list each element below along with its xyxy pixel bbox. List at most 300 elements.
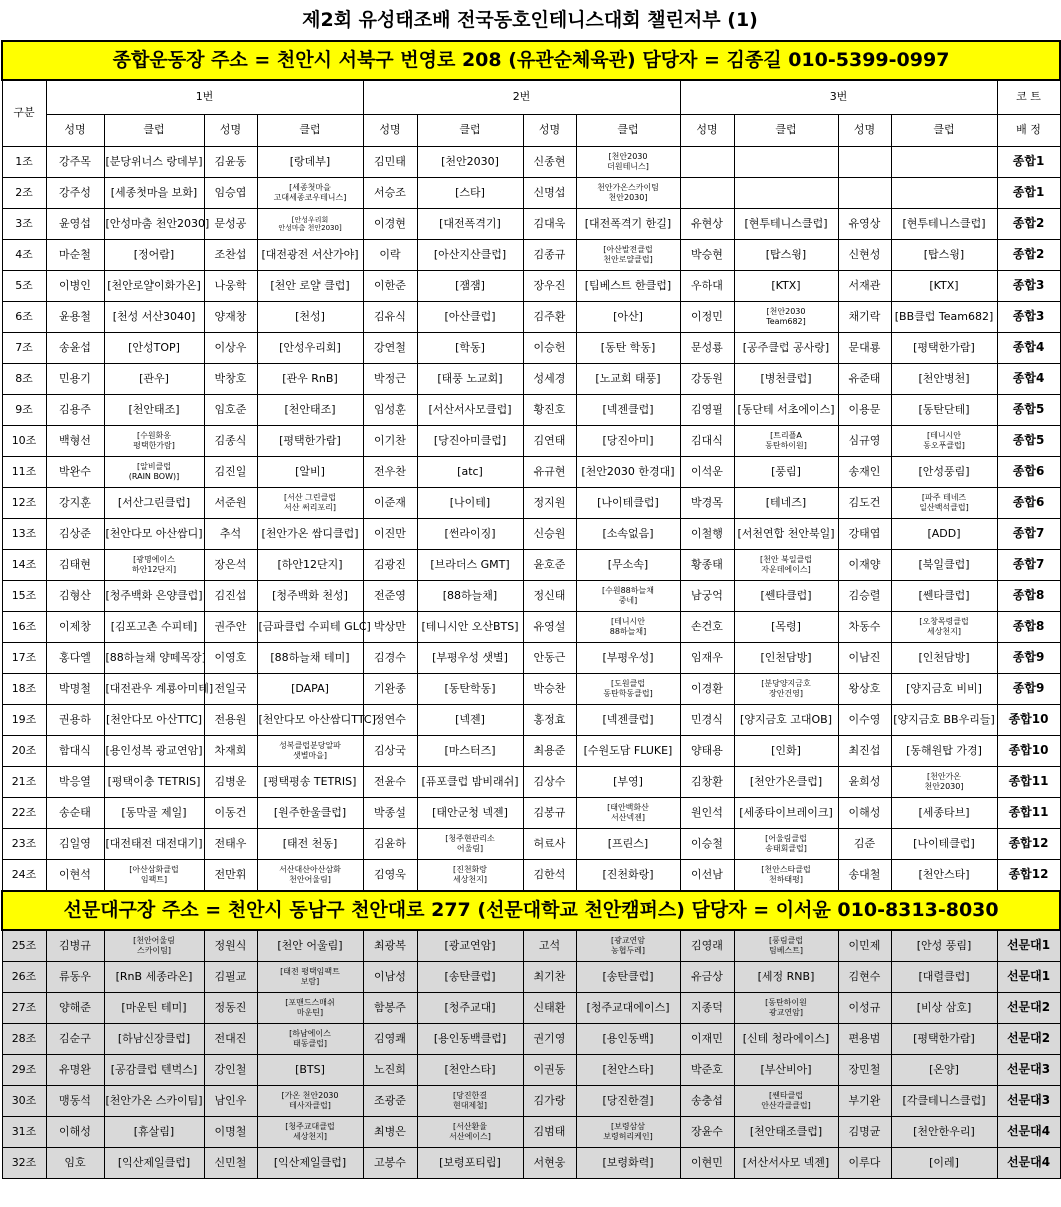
player-name: 이재민 xyxy=(680,1024,734,1055)
club-name: [보령화력] xyxy=(576,1148,680,1179)
club-name: [광교연암] xyxy=(417,930,523,962)
club-name: [양지금호 비비] xyxy=(891,674,997,705)
club-name: [세종타브] xyxy=(891,798,997,829)
player-name: 송순태 xyxy=(46,798,104,829)
group-label: 23조 xyxy=(2,829,46,860)
table-row xyxy=(2,178,1060,209)
club-name: [수원도담 FLUKE] xyxy=(576,736,680,767)
group-label: 5조 xyxy=(2,271,46,302)
player-name: 박정근 xyxy=(363,364,417,395)
club-name: [천안2030] xyxy=(417,147,523,178)
player-name: 함대식 xyxy=(46,736,104,767)
club-name: [당진아미클럽] xyxy=(417,426,523,457)
club-name: [KTX] xyxy=(734,271,838,302)
player-name xyxy=(838,147,891,178)
player-name: 장우진 xyxy=(523,271,576,302)
table-row xyxy=(2,962,1060,993)
club-name: [현투테니스클럽] xyxy=(891,209,997,240)
group-label: 2조 xyxy=(2,178,46,209)
club-name: [천안2030 Team682] xyxy=(734,302,838,333)
club-name: [아산지산클럽] xyxy=(417,240,523,271)
group-label: 21조 xyxy=(2,767,46,798)
court-assignment: 선문대4 xyxy=(997,1117,1060,1148)
club-name: [수원화옹 평택한가람] xyxy=(104,426,204,457)
club-name: [마스터즈] xyxy=(417,736,523,767)
player-name: 이성규 xyxy=(838,993,891,1024)
header-club: 클럽 xyxy=(891,115,997,147)
player-name: 서현웅 xyxy=(523,1148,576,1179)
club-name: [용인동백클럽] xyxy=(417,1024,523,1055)
club-name: [안성 풍림] xyxy=(891,930,997,962)
club-name: [천안태조] xyxy=(104,395,204,426)
table-row xyxy=(2,395,1060,426)
player-name: 김종규 xyxy=(523,240,576,271)
player-name: 남인우 xyxy=(204,1086,257,1117)
header-name: 성명 xyxy=(838,115,891,147)
player-name: 전용원 xyxy=(204,705,257,736)
club-name: [청주백화 천성] xyxy=(257,581,363,612)
player-name: 강태엽 xyxy=(838,519,891,550)
player-name: 윤영섭 xyxy=(46,209,104,240)
court-assignment: 종합1 xyxy=(997,147,1060,178)
club-name: [대전태전 대전대기] xyxy=(104,829,204,860)
club-name: [안성우리회] xyxy=(257,333,363,364)
player-name: 조광준 xyxy=(363,1086,417,1117)
player-name: 고봉수 xyxy=(363,1148,417,1179)
player-name: 원인석 xyxy=(680,798,734,829)
table-row xyxy=(2,860,1060,892)
venue-banner-general: 종합운동장 주소 = 천안시 서북구 번영로 208 (유관순체육관) 담당자 = 김종길 010-5399-0997 xyxy=(2,41,1060,80)
club-name: [용인성복 광교연암] xyxy=(104,736,204,767)
player-name: 김광진 xyxy=(363,550,417,581)
club-name: [서산 그린클럽 서산 써리포리] xyxy=(257,488,363,519)
club-name: [나이테클럽] xyxy=(891,829,997,860)
player-name: 이현석 xyxy=(46,860,104,892)
club-name: [보령포티립] xyxy=(417,1148,523,1179)
club-name: [천안어울림 스카이팀] xyxy=(104,930,204,962)
header-group: 구분 xyxy=(2,80,46,147)
group-label: 24조 xyxy=(2,860,46,892)
club-name: [천성] xyxy=(257,302,363,333)
player-name: 송대철 xyxy=(838,860,891,892)
player-name: 김도건 xyxy=(838,488,891,519)
club-name: [청주현관리소 어울림] xyxy=(417,829,523,860)
player-name: 전일국 xyxy=(204,674,257,705)
group-label: 7조 xyxy=(2,333,46,364)
player-name: 고석 xyxy=(523,930,576,962)
club-name: [원주한울클럽] xyxy=(257,798,363,829)
club-name: [DAPA] xyxy=(257,674,363,705)
player-name: 이한준 xyxy=(363,271,417,302)
player-name: 전태우 xyxy=(204,829,257,860)
player-name: 권주안 xyxy=(204,612,257,643)
club-name: [비상 삼호] xyxy=(891,993,997,1024)
player-name: 김필교 xyxy=(204,962,257,993)
player-name: 신명섭 xyxy=(523,178,576,209)
club-name: [현투테니스클럽] xyxy=(734,209,838,240)
player-name: 이영호 xyxy=(204,643,257,674)
player-name: 장윤수 xyxy=(680,1117,734,1148)
club-name: [정어람] xyxy=(104,240,204,271)
club-name: [양지금호 BB우리들] xyxy=(891,705,997,736)
club-name xyxy=(734,178,838,209)
club-name: [BTS] xyxy=(257,1055,363,1086)
player-name: 윤희성 xyxy=(838,767,891,798)
player-name: 차동수 xyxy=(838,612,891,643)
club-name: [북일클럽] xyxy=(891,550,997,581)
player-name: 문대룡 xyxy=(838,333,891,364)
court-assignment: 선문대2 xyxy=(997,993,1060,1024)
club-name: [나이테클럽] xyxy=(576,488,680,519)
table-row xyxy=(2,550,1060,581)
club-name: [천안가온클럽] xyxy=(734,767,838,798)
table-row xyxy=(2,798,1060,829)
player-name: 임호 xyxy=(46,1148,104,1179)
player-name: 차재희 xyxy=(204,736,257,767)
header-club: 클럽 xyxy=(576,115,680,147)
player-name: 최광복 xyxy=(363,930,417,962)
club-name: [도원클럽 동탄학동클럽] xyxy=(576,674,680,705)
header-club: 클럽 xyxy=(257,115,363,147)
court-assignment: 종합3 xyxy=(997,302,1060,333)
club-name: [당진한결 현대제철] xyxy=(417,1086,523,1117)
player-name: 이수영 xyxy=(838,705,891,736)
court-assignment: 종합10 xyxy=(997,705,1060,736)
player-name: 문성공 xyxy=(204,209,257,240)
club-name: [테니시안 동오푸클럽] xyxy=(891,426,997,457)
player-name: 편용범 xyxy=(838,1024,891,1055)
general-stadium-rows xyxy=(2,147,1060,892)
player-name: 김진섭 xyxy=(204,581,257,612)
player-name: 홍정효 xyxy=(523,705,576,736)
player-name: 박상만 xyxy=(363,612,417,643)
club-name: [관우 RnB] xyxy=(257,364,363,395)
club-name: [용인동백] xyxy=(576,1024,680,1055)
player-name: 허료사 xyxy=(523,829,576,860)
club-name: [트리플A 동탄하이원] xyxy=(734,426,838,457)
club-name: [ADD] xyxy=(891,519,997,550)
player-name: 이해성 xyxy=(838,798,891,829)
player-name: 김민태 xyxy=(363,147,417,178)
group-label: 12조 xyxy=(2,488,46,519)
player-name: 서준원 xyxy=(204,488,257,519)
club-name: [세종첫마을 고대세종코우테니스] xyxy=(257,178,363,209)
player-name: 유영설 xyxy=(523,612,576,643)
court-assignment: 종합12 xyxy=(997,860,1060,892)
club-name: [온양] xyxy=(891,1055,997,1086)
club-name: [스타] xyxy=(417,178,523,209)
club-name: [안성풍림] xyxy=(891,457,997,488)
player-name: 김명균 xyxy=(838,1117,891,1148)
player-name: 강지훈 xyxy=(46,488,104,519)
club-name: [88하늘채 양떼목장] xyxy=(104,643,204,674)
player-name: 문성룡 xyxy=(680,333,734,364)
player-name: 강인철 xyxy=(204,1055,257,1086)
court-assignment: 종합11 xyxy=(997,767,1060,798)
player-name: 김주환 xyxy=(523,302,576,333)
club-name: [RnB 세종라온] xyxy=(104,962,204,993)
player-name: 김태현 xyxy=(46,550,104,581)
player-name: 김영욱 xyxy=(363,860,417,892)
club-name: [쎈타클럽] xyxy=(891,581,997,612)
player-name: 김봉규 xyxy=(523,798,576,829)
group-label: 30조 xyxy=(2,1086,46,1117)
group-label: 11조 xyxy=(2,457,46,488)
court-assignment: 종합7 xyxy=(997,550,1060,581)
player-name: 이남진 xyxy=(838,643,891,674)
court-assignment: 종합2 xyxy=(997,240,1060,271)
page-title: 제2회 유성태조배 전국동호인테니스대회 챌린저부 (1) xyxy=(302,9,758,31)
club-name: [천안로얄이화가온] xyxy=(104,271,204,302)
player-name: 이선남 xyxy=(680,860,734,892)
player-name: 김가랑 xyxy=(523,1086,576,1117)
player-name: 강동원 xyxy=(680,364,734,395)
player-name: 이정민 xyxy=(680,302,734,333)
table-row xyxy=(2,643,1060,674)
club-name: [넥젠클럽] xyxy=(576,395,680,426)
player-name: 김영쾌 xyxy=(363,1024,417,1055)
player-name: 전준영 xyxy=(363,581,417,612)
club-name: [평택한가람] xyxy=(891,333,997,364)
player-name: 양해준 xyxy=(46,993,104,1024)
player-name xyxy=(680,147,734,178)
player-name: 이진만 xyxy=(363,519,417,550)
table-row xyxy=(2,488,1060,519)
player-name xyxy=(680,178,734,209)
club-name: [테니시안 오산BTS] xyxy=(417,612,523,643)
sunmoon-rows xyxy=(2,930,1060,1179)
club-name: [팀베스트 한클럽] xyxy=(576,271,680,302)
player-name: 김한석 xyxy=(523,860,576,892)
player-name: 이승헌 xyxy=(523,333,576,364)
club-name: [인천담방] xyxy=(734,643,838,674)
club-name: [각클테니스클럽] xyxy=(891,1086,997,1117)
group-label: 28조 xyxy=(2,1024,46,1055)
club-name: [동막골 제일] xyxy=(104,798,204,829)
court-assignment: 종합8 xyxy=(997,581,1060,612)
club-name: [청주백화 은양클럽] xyxy=(104,581,204,612)
club-name: [테네즈] xyxy=(734,488,838,519)
player-name: 박응열 xyxy=(46,767,104,798)
club-name: [아산발전클럽 천안로얄클럽] xyxy=(576,240,680,271)
player-name: 김경수 xyxy=(363,643,417,674)
player-name: 지종덕 xyxy=(680,993,734,1024)
group-label: 31조 xyxy=(2,1117,46,1148)
club-name: [익산제일클럽] xyxy=(104,1148,204,1179)
player-name: 추석 xyxy=(204,519,257,550)
player-name: 김일영 xyxy=(46,829,104,860)
court-assignment: 종합9 xyxy=(997,674,1060,705)
club-name: [분당양지금호 장안건영] xyxy=(734,674,838,705)
group-label: 6조 xyxy=(2,302,46,333)
player-name: 윤호준 xyxy=(523,550,576,581)
club-name: [인화] xyxy=(734,736,838,767)
club-name: [세정 RNB] xyxy=(734,962,838,993)
club-name: [천안가온 쌈디클럽] xyxy=(257,519,363,550)
player-name: 김종식 xyxy=(204,426,257,457)
player-name: 김상수 xyxy=(523,767,576,798)
club-name: [동해원탑 가경] xyxy=(891,736,997,767)
table-row xyxy=(2,705,1060,736)
player-name: 이경환 xyxy=(680,674,734,705)
court-assignment: 선문대4 xyxy=(997,1148,1060,1179)
club-name: [광명에이스 하안12단지] xyxy=(104,550,204,581)
player-name: 나웅학 xyxy=(204,271,257,302)
club-name: [태안군청 넥젠] xyxy=(417,798,523,829)
group-label: 8조 xyxy=(2,364,46,395)
club-name: [천안태조] xyxy=(257,395,363,426)
player-name: 마순철 xyxy=(46,240,104,271)
club-name: [하안12단지] xyxy=(257,550,363,581)
table-row xyxy=(2,457,1060,488)
club-name: [소속없음] xyxy=(576,519,680,550)
club-name: [무소속] xyxy=(576,550,680,581)
player-name: 김형산 xyxy=(46,581,104,612)
group-label: 13조 xyxy=(2,519,46,550)
group-label: 4조 xyxy=(2,240,46,271)
player-name: 유명완 xyxy=(46,1055,104,1086)
table-row xyxy=(2,993,1060,1024)
player-name: 최진섭 xyxy=(838,736,891,767)
club-name: [인천담방] xyxy=(891,643,997,674)
player-name: 윤용철 xyxy=(46,302,104,333)
club-name: [공감클럽 텐벅스] xyxy=(104,1055,204,1086)
club-name: [천안태조클럽] xyxy=(734,1117,838,1148)
club-name: [안성TOP] xyxy=(104,333,204,364)
club-name: [풍림클럽 팀베스트] xyxy=(734,930,838,962)
club-name: [탑스윙] xyxy=(891,240,997,271)
player-name: 조찬섭 xyxy=(204,240,257,271)
club-name: [청주교대클럽 세상천지] xyxy=(257,1117,363,1148)
court-assignment: 종합11 xyxy=(997,798,1060,829)
header-name: 성명 xyxy=(680,115,734,147)
club-name: [당진한결] xyxy=(576,1086,680,1117)
club-name: [88하늘채] xyxy=(417,581,523,612)
court-assignment: 종합8 xyxy=(997,612,1060,643)
club-name: [부산비아] xyxy=(734,1055,838,1086)
club-name: [천안가온 스카이팀] xyxy=(104,1086,204,1117)
club-name: [수원88하늘채 중네] xyxy=(576,581,680,612)
club-name: [BB클럽 Team682] xyxy=(891,302,997,333)
club-name: [익산제일클럽] xyxy=(257,1148,363,1179)
club-name: [송탄클럽] xyxy=(576,962,680,993)
group-label: 16조 xyxy=(2,612,46,643)
player-name: 최용준 xyxy=(523,736,576,767)
player-name: 박명철 xyxy=(46,674,104,705)
group-label: 20조 xyxy=(2,736,46,767)
club-name xyxy=(891,178,997,209)
player-name: 유영상 xyxy=(838,209,891,240)
club-name: [오창목령클럽 세상천지] xyxy=(891,612,997,643)
player-name: 심규영 xyxy=(838,426,891,457)
player-name: 최기찬 xyxy=(523,962,576,993)
player-name: 정원식 xyxy=(204,930,257,962)
club-name: [랑데부] xyxy=(257,147,363,178)
player-name: 김상국 xyxy=(363,736,417,767)
club-name: [가온 천안2030 테사자클럽] xyxy=(257,1086,363,1117)
player-name: 임호준 xyxy=(204,395,257,426)
club-name: [천안 북일클럽 자운데에이스] xyxy=(734,550,838,581)
player-name: 남궁억 xyxy=(680,581,734,612)
court-assignment: 종합12 xyxy=(997,829,1060,860)
club-name: [하남에이스 태동클럽] xyxy=(257,1024,363,1055)
club-name: [관우] xyxy=(104,364,204,395)
player-name: 정지원 xyxy=(523,488,576,519)
player-name: 김용주 xyxy=(46,395,104,426)
club-name: [천안 어울림] xyxy=(257,930,363,962)
player-name: 성세경 xyxy=(523,364,576,395)
club-name: [포맨드스매쉬 마운틴] xyxy=(257,993,363,1024)
club-name: [풍림] xyxy=(734,457,838,488)
group-label: 22조 xyxy=(2,798,46,829)
club-name: [테니시안 88하늘채] xyxy=(576,612,680,643)
table-row xyxy=(2,767,1060,798)
player-name: 신태환 xyxy=(523,993,576,1024)
player-name: 장은석 xyxy=(204,550,257,581)
group-label: 3조 xyxy=(2,209,46,240)
club-name: [프린스] xyxy=(576,829,680,860)
player-name: 함봉주 xyxy=(363,993,417,1024)
club-name: [동탄하이원 광교연암] xyxy=(734,993,838,1024)
player-name: 이준재 xyxy=(363,488,417,519)
club-name: [노교회 태풍] xyxy=(576,364,680,395)
club-name: [보령삼삼 보령허리케인] xyxy=(576,1117,680,1148)
player-name: 노진희 xyxy=(363,1055,417,1086)
club-name: [썬라이징] xyxy=(417,519,523,550)
table-row xyxy=(2,1055,1060,1086)
player-name: 민경식 xyxy=(680,705,734,736)
player-name: 박종설 xyxy=(363,798,417,829)
club-name: [평택한가람] xyxy=(257,426,363,457)
venue-banner-sunmoon: 선문대구장 주소 = 천안시 동남구 천안대로 277 (선문대학교 천안캠퍼스) 담당자 = 이서윤 010-8313-8030 xyxy=(2,891,1060,930)
club-name: [천안스타] xyxy=(891,860,997,892)
header-team2: 2번 xyxy=(363,80,680,115)
player-name: 김대욱 xyxy=(523,209,576,240)
club-name: 서산대산아산삼화 천안어울림] xyxy=(257,860,363,892)
club-name: [대전폭격기] xyxy=(417,209,523,240)
table-row xyxy=(2,426,1060,457)
club-name: [천안스타] xyxy=(417,1055,523,1086)
club-name: [천안가온 천안2030] xyxy=(891,767,997,798)
player-name: 최병은 xyxy=(363,1117,417,1148)
table-row xyxy=(2,1086,1060,1117)
player-name: 이루다 xyxy=(838,1148,891,1179)
table-row xyxy=(2,829,1060,860)
header-club: 클럽 xyxy=(734,115,838,147)
player-name: 송윤섭 xyxy=(46,333,104,364)
table-row xyxy=(2,581,1060,612)
club-name: [천안다모 아산쌈디] xyxy=(104,519,204,550)
player-name: 김창환 xyxy=(680,767,734,798)
club-name: [넥젠클럽] xyxy=(576,705,680,736)
club-name: [동탄 학동] xyxy=(576,333,680,364)
club-name: [KTX] xyxy=(891,271,997,302)
player-name: 이승철 xyxy=(680,829,734,860)
player-name: 이현민 xyxy=(680,1148,734,1179)
group-label: 19조 xyxy=(2,705,46,736)
table-row xyxy=(2,302,1060,333)
club-name: [부영] xyxy=(576,767,680,798)
player-name: 황진호 xyxy=(523,395,576,426)
club-name: [쎈타클럽] xyxy=(734,581,838,612)
header-court: 코 트 xyxy=(997,80,1060,115)
table-row xyxy=(2,736,1060,767)
club-name: [김포고촌 수피테] xyxy=(104,612,204,643)
player-name: 이권동 xyxy=(523,1055,576,1086)
club-name: [동탄단테] xyxy=(891,395,997,426)
court-assignment: 종합4 xyxy=(997,333,1060,364)
group-label: 9조 xyxy=(2,395,46,426)
